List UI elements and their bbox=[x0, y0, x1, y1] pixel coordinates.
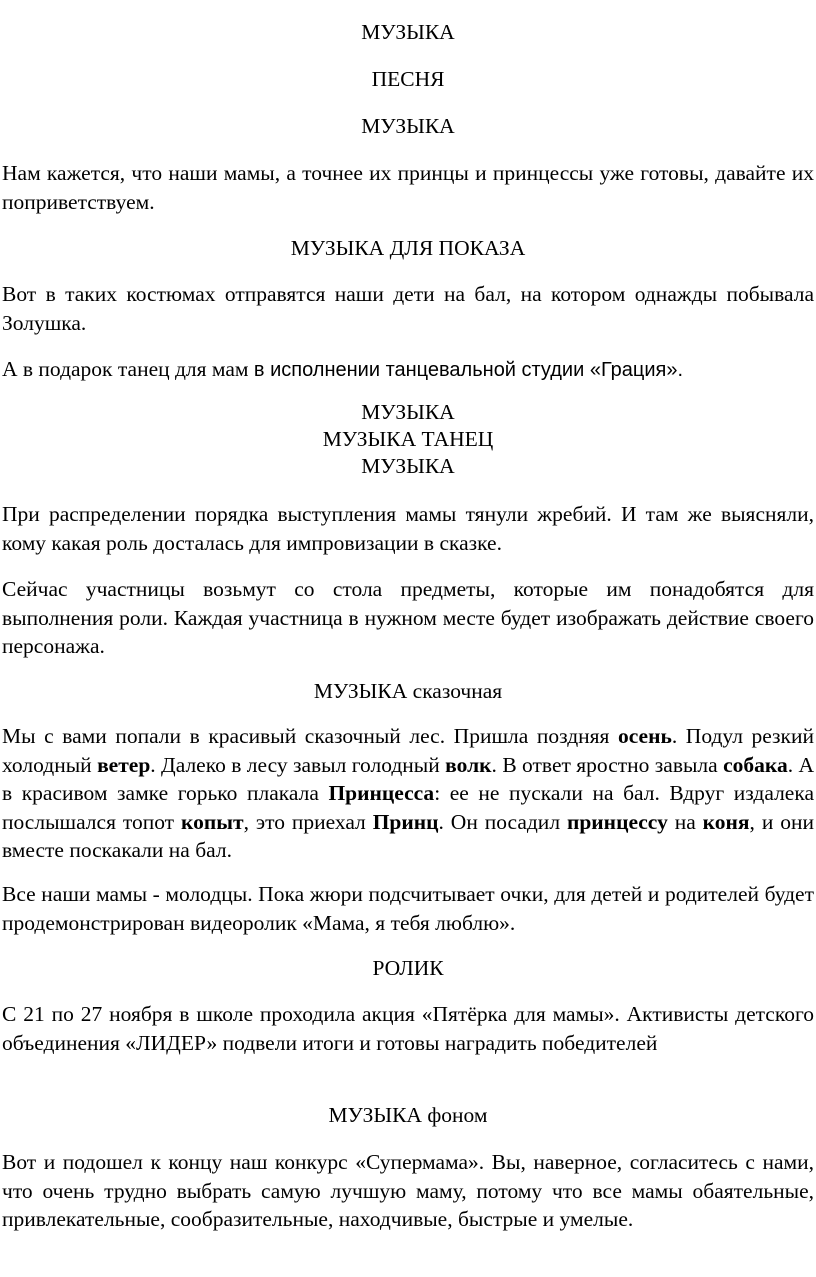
fairy-text-4: . В ответ яростно завыла bbox=[491, 752, 724, 777]
heading-music-1: МУЗЫКА bbox=[361, 20, 455, 44]
paragraph-action: С 21 по 27 ноября в школе проходила акция «Пятёрка для мамы». Активисты детского объединения «ЛИДЕР» подвели итоги и готовы наградить победителей bbox=[2, 1002, 814, 1055]
fairy-bold-9: коня bbox=[702, 809, 750, 834]
dance-studio-text: в исполнении танцевальной студии «Грация». bbox=[253, 359, 684, 381]
fairy-text-10: , и они вместе поскакали на бал. bbox=[2, 809, 814, 862]
fairy-bold-3: волк bbox=[445, 752, 492, 777]
fairy-bold-6: копыт bbox=[180, 809, 244, 834]
heading-video: РОЛИК bbox=[372, 956, 444, 980]
fairy-bold-5: Принцесса bbox=[328, 781, 435, 805]
paragraph-fairy-tale bbox=[2, 722, 814, 865]
fairy-bold-8: принцессу bbox=[566, 809, 668, 834]
heading-fairy-music: МУЗЫКА сказочная bbox=[313, 679, 503, 703]
fairy-bold-2: ветер bbox=[97, 752, 151, 777]
fairy-text-7: , это приехал bbox=[243, 809, 373, 834]
heading-song: ПЕСНЯ bbox=[371, 67, 445, 91]
heading-background-music: МУЗЫКА фоном bbox=[328, 1103, 488, 1127]
paragraph-costumes: Вот в таких костюмах отправятся наши дети на бал, на котором однажды побывала Золушка. bbox=[2, 282, 814, 335]
fairy-text-3: . Далеко в лесу завыл голодный bbox=[150, 752, 446, 777]
fairy-text-6: : ее не пускали на бал. Вдруг издалека послышался топот bbox=[2, 781, 814, 834]
fairy-bold-7: Принц bbox=[372, 809, 439, 834]
fairy-bold-1: осень bbox=[618, 724, 672, 748]
paragraph-ending: Вот и подошел к концу наш конкурс «Супермама». Вы, наверное, согласитесь с нами, что очень трудно выбрать самую лучшую маму, потому что все мамы обаятельные, привлекательные, сообразительные, находчивые, быстрые и умелые. bbox=[2, 1150, 814, 1231]
fairy-text-2: . Подул резкий холодный bbox=[2, 724, 814, 777]
fairy-text-9: на bbox=[667, 809, 703, 834]
paragraph-jury: Все наши мамы - молодцы. Пока жюри подсчитывает очки, для детей и родителей будет продемонстрирован видеоролик «Мама, я тебя люблю». bbox=[2, 882, 814, 935]
dance-gift-text: А в подарок танец для мам bbox=[2, 357, 254, 381]
fairy-text-8: . Он посадил bbox=[438, 809, 567, 834]
fairy-text-1: Мы с вами попали в красивый сказочный лес. Пришла поздняя bbox=[2, 724, 618, 748]
paragraph-lottery: При распределении порядка выступления мамы тянули жребий. И там же выясняли, кому какая роль досталась для импровизации в сказке. bbox=[2, 502, 814, 555]
heading-music-2: МУЗЫКА bbox=[361, 114, 455, 138]
paragraph-participants: Сейчас участницы возьмут со стола предметы, которые им понадобятся для выполнения роли. Каждая участница в нужном месте будет изображать действие своего персонажа. bbox=[2, 577, 814, 658]
fairy-bold-4: собака bbox=[723, 752, 788, 777]
heading-music-show: МУЗЫКА ДЛЯ ПОКАЗА bbox=[290, 236, 526, 260]
fairy-text-5: . А в красивом замке горько плакала bbox=[2, 752, 815, 805]
heading-music-dance: МУЗЫКА ТАНЕЦ bbox=[322, 427, 494, 451]
heading-music-3: МУЗЫКА bbox=[361, 400, 455, 424]
heading-music-4: МУЗЫКА bbox=[361, 454, 455, 478]
paragraph-dance-gift bbox=[2, 355, 814, 385]
paragraph-greeting: Нам кажется, что наши мамы, а точнее их принцы и принцессы уже готовы, давайте их поприветствуем. bbox=[2, 161, 814, 214]
